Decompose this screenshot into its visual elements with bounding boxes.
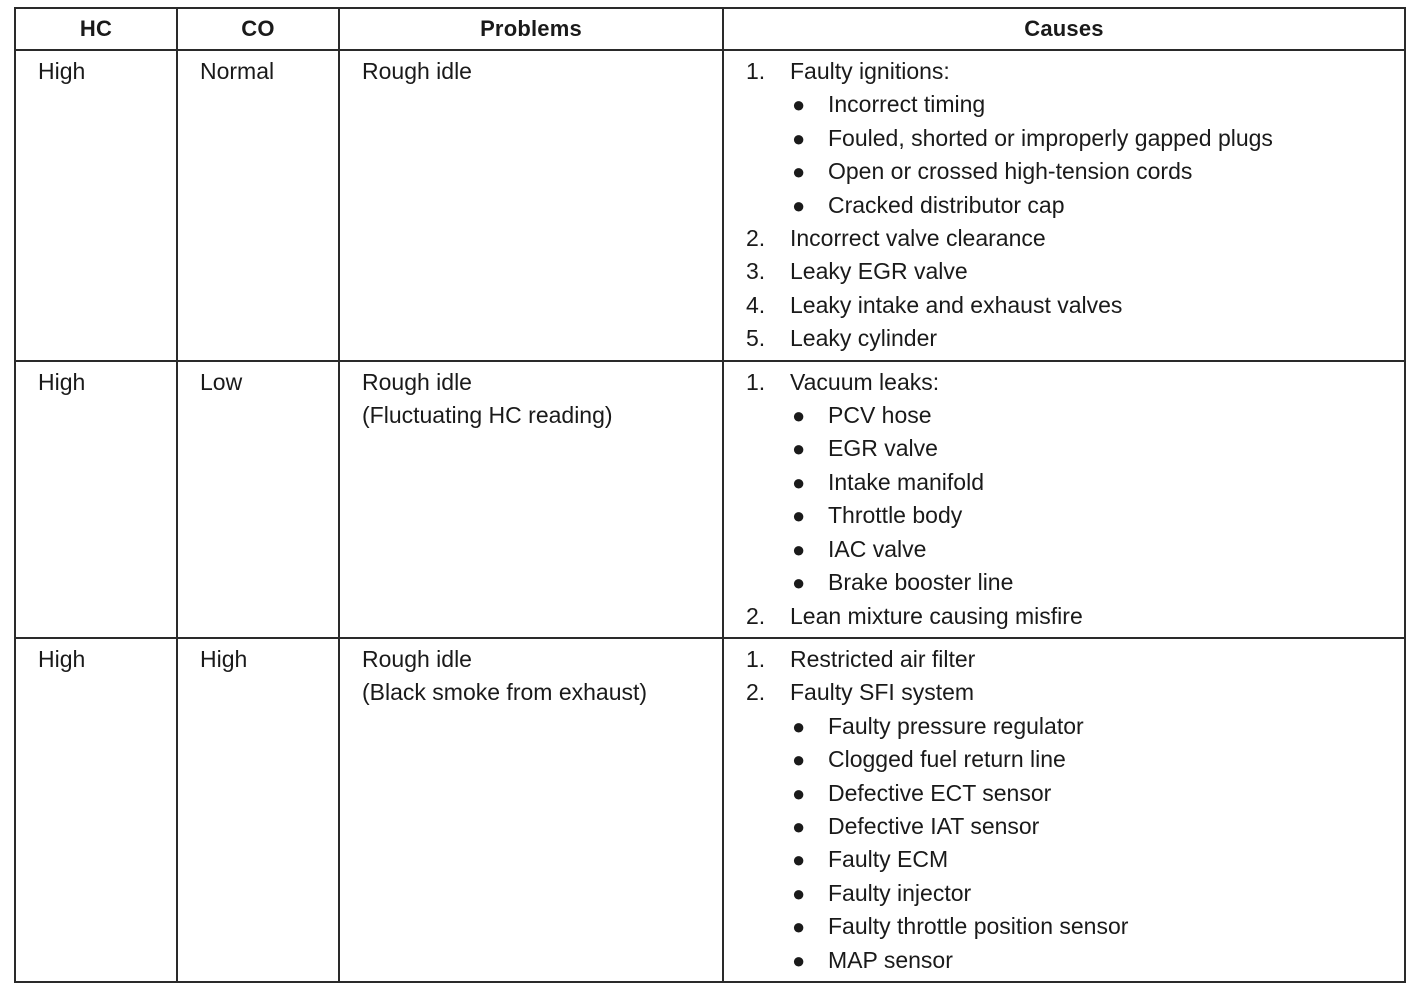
cause-text: Lean mixture causing misfire: [790, 602, 1083, 629]
hc-cell: High: [15, 638, 177, 982]
cause-subitem-text: Incorrect timing: [828, 91, 986, 118]
cause-subitem: [746, 777, 1394, 810]
diagnosis-table-container: [14, 7, 1404, 983]
header-hc: HC: [15, 8, 177, 50]
cause-subitem-text: PCV hose: [828, 402, 932, 429]
bullet-icon: ●: [792, 780, 806, 806]
bullet-icon: ●: [792, 436, 806, 462]
cause-item: [746, 255, 1394, 288]
cause-item: [746, 643, 1394, 676]
cause-subitem-text: Faulty ECM: [828, 846, 949, 873]
cause-text: Incorrect valve clearance: [790, 225, 1046, 252]
cause-subitem: [746, 910, 1394, 943]
co-cell: High: [177, 638, 339, 982]
cause-subitem-text: Clogged fuel return line: [828, 746, 1066, 773]
table-row: [15, 50, 1405, 361]
cause-subitem: [746, 877, 1394, 910]
cause-item: [746, 322, 1394, 355]
causes-cell: [723, 50, 1405, 361]
bullet-icon: ●: [792, 403, 806, 429]
cause-item: [746, 600, 1394, 633]
cause-subitem-text: Intake manifold: [828, 468, 984, 495]
cause-subitem: [746, 566, 1394, 599]
header-causes: Causes: [723, 8, 1405, 50]
cause-subitem-text: Faulty injector: [828, 879, 972, 906]
cause-subitem-text: Brake booster line: [828, 569, 1014, 596]
bullet-icon: ●: [792, 947, 806, 973]
cause-text: Faulty SFI system: [790, 679, 975, 706]
bullet-icon: ●: [792, 914, 806, 940]
bullet-icon: ●: [792, 570, 806, 596]
cause-subitem-text: Defective IAT sensor: [828, 812, 1040, 839]
cause-subitem: [746, 499, 1394, 532]
cause-text: Faulty ignitions:: [790, 58, 950, 84]
cause-subitem-text: Defective ECT sensor: [828, 779, 1052, 806]
bullet-icon: ●: [792, 713, 806, 739]
hc-cell: High: [15, 361, 177, 638]
causes-cell: [723, 361, 1405, 638]
bullet-icon: ●: [792, 125, 806, 151]
cause-number: 2.: [746, 225, 766, 252]
cause-subitem: [746, 944, 1394, 977]
cause-text: Restricted air filter: [790, 645, 976, 672]
table-row: [15, 638, 1405, 982]
cause-subitem: [746, 432, 1394, 465]
cause-subitem-text: Faulty throttle position sensor: [828, 913, 1129, 940]
cause-subitem: [746, 710, 1394, 743]
cause-number: 2.: [746, 602, 766, 629]
header-row: [15, 8, 1405, 50]
bullet-icon: ●: [792, 880, 806, 906]
cause-subitem-text: Faulty pressure regulator: [828, 712, 1084, 739]
emissions-diagnosis-table: [14, 7, 1406, 983]
problems-cell: [339, 638, 723, 982]
co-cell: Normal: [177, 50, 339, 361]
cause-item: [746, 366, 1394, 399]
problem-line: Rough idle: [362, 368, 472, 395]
co-cell: Low: [177, 361, 339, 638]
cause-number: 2.: [746, 679, 766, 706]
cause-subitem-text: Throttle body: [828, 502, 963, 529]
bullet-icon: ●: [792, 192, 806, 218]
bullet-icon: ●: [792, 747, 806, 773]
cause-subitem-text: Cracked distributor cap: [828, 191, 1065, 218]
cause-subitem: [746, 843, 1394, 876]
cause-number: 1.: [746, 368, 766, 395]
problem-line: (Black smoke from exhaust): [362, 679, 648, 706]
cause-subitem: [746, 533, 1394, 566]
cause-number: 1.: [746, 645, 766, 672]
cause-subitem: [746, 155, 1394, 188]
bullet-icon: ●: [792, 536, 806, 562]
problem-line: (Fluctuating HC reading): [362, 402, 613, 429]
cause-item: [746, 289, 1394, 322]
bullet-icon: ●: [792, 469, 806, 495]
hc-cell: High: [15, 50, 177, 361]
cause-item: [746, 55, 1394, 88]
problem-line: Rough idle: [362, 645, 472, 672]
cause-subitem: [746, 810, 1394, 843]
cause-subitem: [746, 743, 1394, 776]
cause-text: Leaky cylinder: [790, 325, 938, 352]
bullet-icon: ●: [792, 159, 806, 185]
cause-number: 4.: [746, 291, 766, 318]
cause-subitem: [746, 466, 1394, 499]
cause-subitem: [746, 122, 1394, 155]
problem-line: Rough idle: [362, 58, 472, 84]
cause-text: Vacuum leaks:: [790, 368, 940, 395]
cause-subitem: [746, 189, 1394, 222]
problems-cell: [339, 361, 723, 638]
cause-subitem: [746, 399, 1394, 432]
cause-subitem-text: IAC valve: [828, 535, 927, 562]
cause-subitem-text: EGR valve: [828, 435, 938, 462]
cause-number: 3.: [746, 258, 766, 285]
header-problems: Problems: [339, 8, 723, 50]
bullet-icon: ●: [792, 813, 806, 839]
cause-subitem-text: Open or crossed high-tension cords: [828, 158, 1193, 185]
header-co: CO: [177, 8, 339, 50]
cause-number: 1.: [746, 58, 766, 84]
cause-subitem-text: MAP sensor: [828, 946, 953, 973]
table-row: [15, 361, 1405, 638]
cause-text: Leaky intake and exhaust valves: [790, 291, 1123, 318]
bullet-icon: ●: [792, 847, 806, 873]
bullet-icon: ●: [792, 92, 806, 118]
cause-text: Leaky EGR valve: [790, 258, 968, 285]
causes-cell: [723, 638, 1405, 982]
cause-subitem-text: Fouled, shorted or improperly gapped plugs: [828, 124, 1273, 151]
cause-subitem: [746, 88, 1394, 121]
problems-cell: [339, 50, 723, 361]
cause-item: [746, 676, 1394, 709]
bullet-icon: ●: [792, 503, 806, 529]
cause-item: [746, 222, 1394, 255]
cause-number: 5.: [746, 325, 766, 352]
